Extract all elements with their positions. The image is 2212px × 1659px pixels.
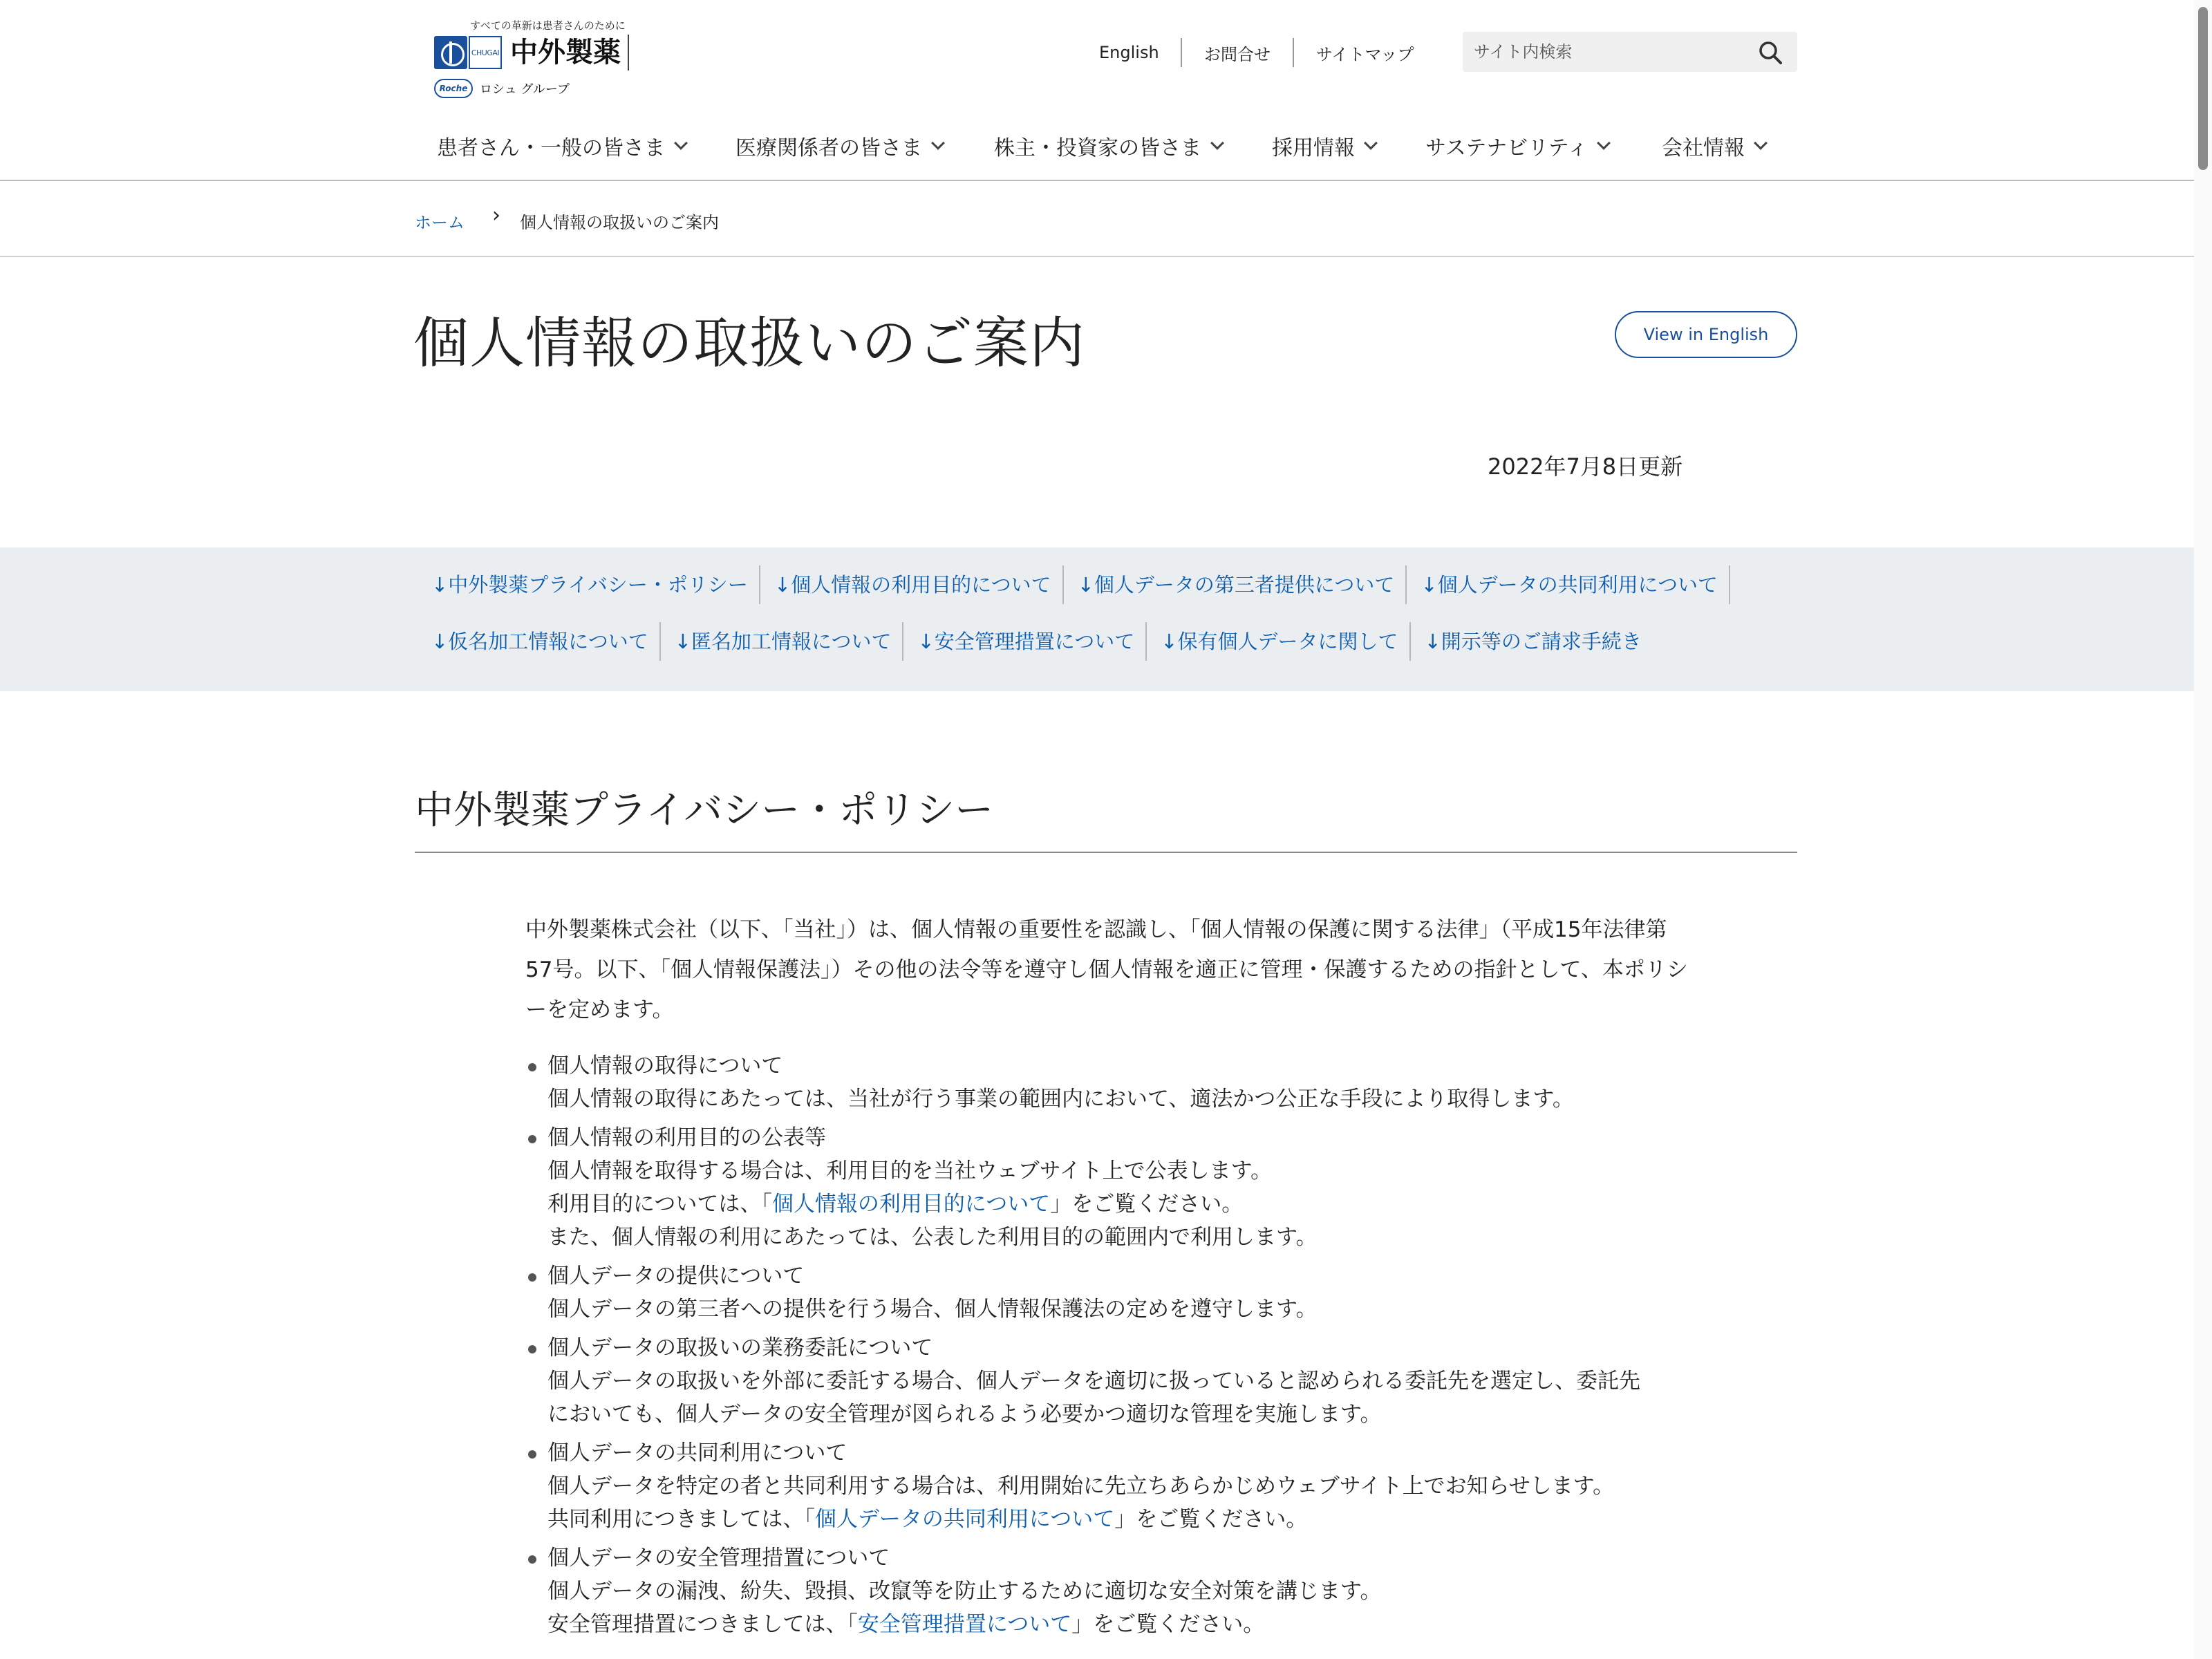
- item-text: 個人情報を取得する場合は、利用目的を当社ウェブサイト上で公表します。: [547, 1159, 1273, 1183]
- nav-sustainability[interactable]: [1425, 123, 1609, 169]
- nav-label: 採用情報: [1272, 136, 1355, 160]
- list-item: [525, 1259, 1700, 1326]
- chevron-down-icon: [1210, 136, 1224, 150]
- nav-label: 医療関係者の皆さま: [735, 136, 922, 160]
- item-heading: 個人データの取扱いの業務委託について: [547, 1335, 933, 1360]
- nav-label: 患者さん・一般の皆さま: [437, 136, 665, 160]
- item-text: においても、個人データの安全管理が図られるよう必要かつ適切な管理を実施します。: [547, 1402, 1382, 1427]
- nav-label: サステナビリティ: [1425, 136, 1588, 160]
- roche-logo-icon: Roche: [434, 79, 473, 98]
- section-title: 中外製薬プライバシー・ポリシー: [415, 788, 994, 833]
- item-heading: 個人データの安全管理措置について: [547, 1546, 890, 1571]
- item-heading: 個人データの提供について: [547, 1264, 805, 1288]
- nav-recruit[interactable]: [1272, 123, 1376, 169]
- section-divider: [415, 852, 1797, 853]
- anchor-disclosure-request[interactable]: ↓開示等のご請求手続き: [1424, 630, 1642, 653]
- anchor-privacy-policy[interactable]: ↓中外製薬プライバシー・ポリシー: [431, 573, 748, 597]
- company-name: 中外製薬: [510, 35, 629, 71]
- contact-link[interactable]: お問合せ: [1204, 44, 1271, 64]
- text-fragment: 安全管理措置につきましては、「: [547, 1612, 858, 1637]
- updated-date: 2022年7月8日更新: [1488, 453, 1683, 480]
- page-scrollbar[interactable]: [2194, 0, 2212, 1659]
- item-text: 個人データの取扱いを外部に委託する場合、個人データを適切に扱っていると認められる委託先を選定し、委託先: [547, 1369, 1640, 1394]
- item-heading: 個人データの共同利用について: [547, 1441, 847, 1465]
- anchor-third-party[interactable]: ↓個人データの第三者提供について: [1077, 573, 1395, 597]
- chevron-down-icon: [931, 136, 945, 150]
- site-search: [1463, 32, 1797, 72]
- nav-medical[interactable]: [735, 123, 943, 169]
- list-item: [525, 1121, 1700, 1254]
- text-fragment: 」をご覧ください。: [1050, 1192, 1244, 1217]
- utility-divider: [1181, 38, 1182, 67]
- breadcrumb: [0, 182, 2194, 257]
- chugai-badge: CHUGAI: [469, 36, 502, 69]
- chevron-down-icon: [1364, 136, 1378, 150]
- item-heading: 個人情報の利用目的の公表等: [547, 1125, 826, 1150]
- nav-company[interactable]: [1662, 123, 1765, 169]
- anchor-links: [0, 547, 2194, 691]
- anchor-anonymized[interactable]: ↓匿名加工情報について: [674, 630, 892, 653]
- search-input[interactable]: [1474, 32, 1750, 72]
- usage-purpose-link[interactable]: 個人情報の利用目的について: [771, 1192, 1051, 1217]
- text-fragment: 」をご覧ください。: [1114, 1507, 1308, 1532]
- view-in-english-button[interactable]: View in English: [1615, 311, 1797, 358]
- logo-tagline: すべての革新は患者さんのために: [470, 19, 626, 32]
- chugai-logo[interactable]: [434, 17, 655, 106]
- nav-label: 会社情報: [1662, 136, 1745, 160]
- nav-label: 株主・投資家の皆さま: [994, 136, 1201, 160]
- item-text: [547, 1608, 1700, 1641]
- sitemap-link[interactable]: サイトマップ: [1316, 44, 1414, 64]
- policy-list: [525, 1049, 1700, 1647]
- search-icon[interactable]: [1756, 39, 1784, 66]
- chevron-down-icon: [674, 136, 688, 150]
- anchor-joint-use[interactable]: ↓個人データの共同利用について: [1421, 573, 1718, 597]
- chevron-down-icon: [1597, 136, 1611, 150]
- text-fragment: 利用目的については、「: [547, 1192, 772, 1217]
- list-item: [525, 1436, 1700, 1536]
- item-text: [547, 1503, 1700, 1536]
- anchor-security[interactable]: ↓安全管理措置について: [917, 630, 1135, 653]
- security-measures-link[interactable]: 安全管理措置について: [857, 1612, 1072, 1637]
- list-item: [525, 1331, 1700, 1431]
- list-item: [525, 1541, 1700, 1641]
- item-text: 個人データの第三者への提供を行う場合、個人情報保護法の定めを遵守します。: [547, 1297, 1318, 1322]
- breadcrumb-home-link[interactable]: ホーム: [415, 213, 465, 232]
- utility-nav: [1099, 35, 1159, 71]
- item-text: 個人情報の取得にあたっては、当社が行う事業の範囲内において、適法かつ公正な手段により取得します。: [547, 1087, 1574, 1112]
- text-fragment: 共同利用につきましては、「: [547, 1507, 815, 1532]
- roche-group-text: ロシュ グループ: [480, 82, 570, 97]
- item-text: 個人データを特定の者と共同利用する場合は、利用開始に先立ちあらかじめウェブサイト上でお知らせします。: [547, 1474, 1615, 1499]
- page-title: 個人情報の取扱いのご案内: [413, 311, 1085, 375]
- anchor-pseudonymized[interactable]: ↓仮名加工情報について: [431, 630, 648, 653]
- anchor-divider: [1729, 565, 1730, 604]
- site-header: [0, 0, 2194, 181]
- roche-group: [434, 79, 570, 98]
- nav-investors[interactable]: [994, 123, 1222, 169]
- intro-paragraph: 中外製薬株式会社（以下、「当社」）は、個人情報の重要性を認識し、「個人情報の保護に関する法律」（平成15年法律第57号。以下、「個人情報保護法」）その他の法令等を遵守し個人情報を適正に管理・保護するための指針として、本ポリシーを定めます。: [525, 917, 1688, 1022]
- text-fragment: 」をご覧ください。: [1071, 1612, 1265, 1637]
- item-text: また、個人情報の利用にあたっては、公表した利用目的の範囲内で利用します。: [547, 1225, 1318, 1250]
- breadcrumb-separator: ›: [492, 203, 500, 227]
- item-heading: 個人情報の取得について: [547, 1053, 783, 1078]
- scrollbar-thumb[interactable]: [2198, 7, 2208, 170]
- list-item: [525, 1049, 1700, 1116]
- item-text: [547, 1188, 1700, 1221]
- english-link[interactable]: English: [1099, 43, 1159, 62]
- chugai-mark-icon: [434, 36, 467, 69]
- utility-divider: [1293, 38, 1294, 67]
- nav-patients[interactable]: [437, 123, 686, 169]
- breadcrumb-current: 個人情報の取扱いのご案内: [520, 213, 719, 232]
- joint-use-link[interactable]: 個人データの共同利用について: [814, 1507, 1115, 1532]
- anchor-retained-data[interactable]: ↓保有個人データに関して: [1161, 630, 1398, 653]
- item-text: 個人データの漏洩、紛失、毀損、改竄等を防止するために適切な安全対策を講じます。: [547, 1579, 1382, 1604]
- chevron-down-icon: [1754, 136, 1768, 150]
- anchor-usage-purpose[interactable]: ↓個人情報の利用目的について: [774, 573, 1051, 597]
